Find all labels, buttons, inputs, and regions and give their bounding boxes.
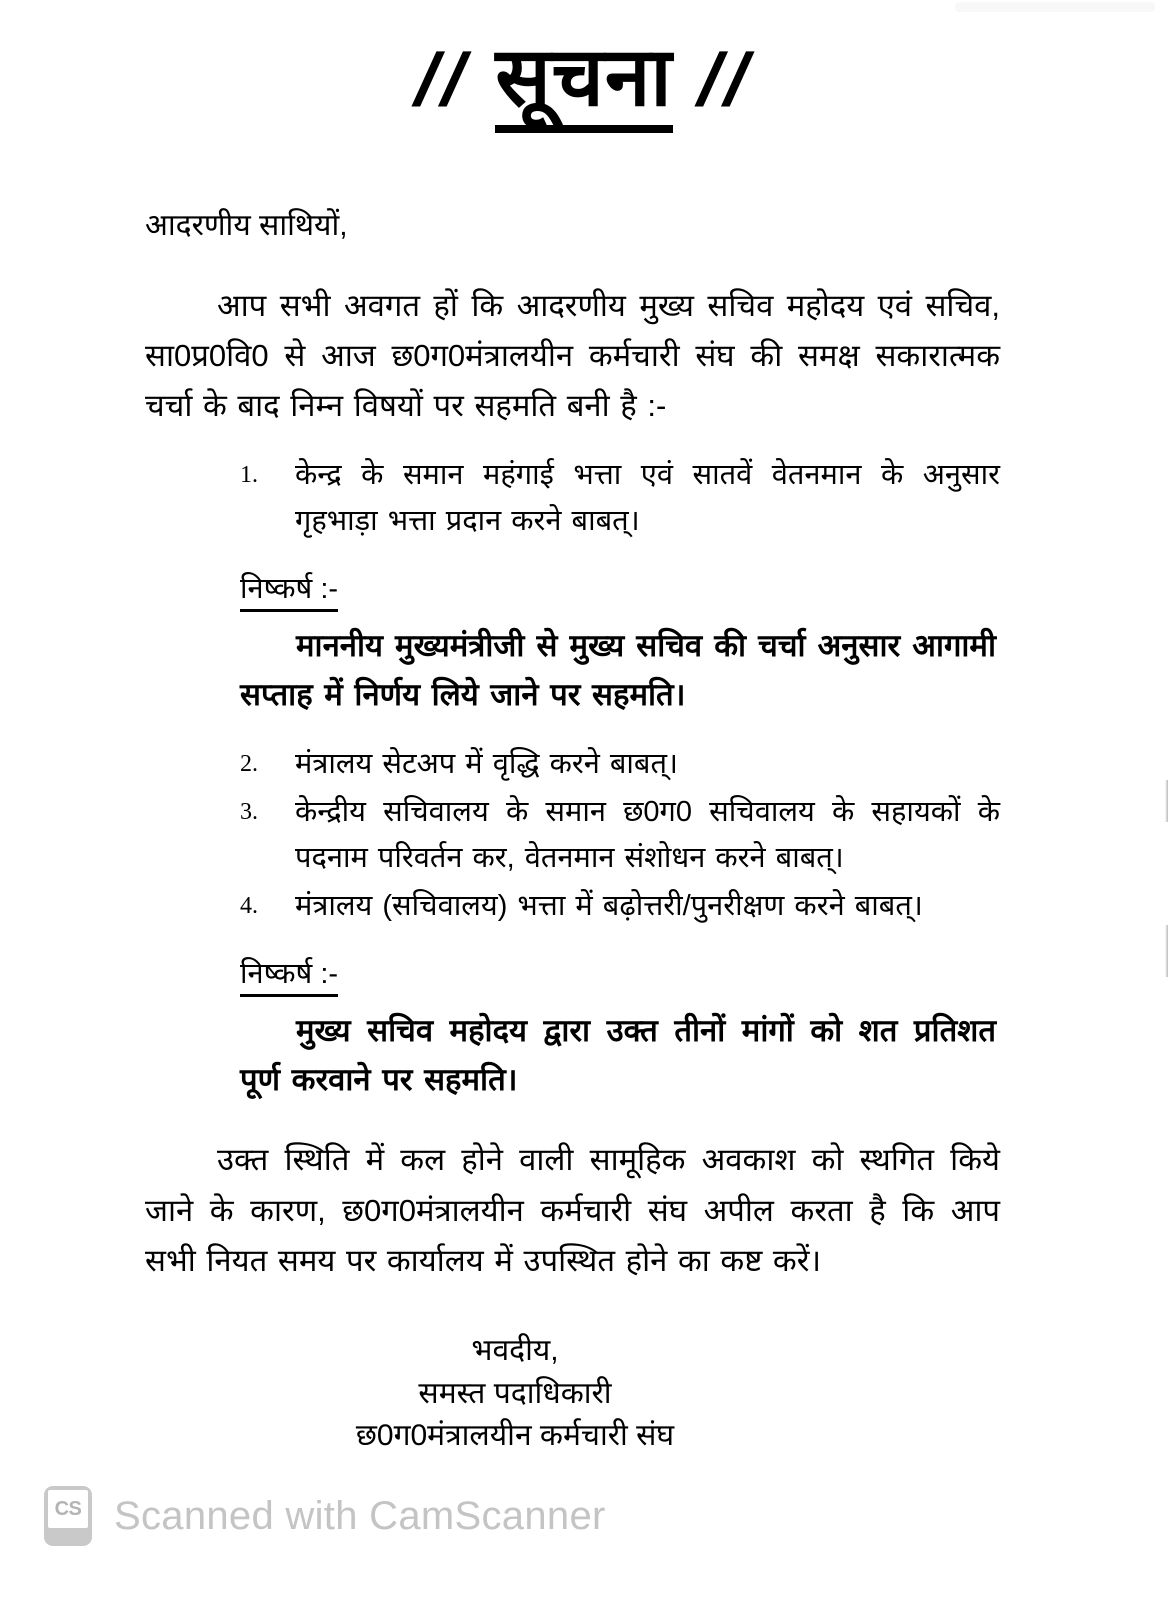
conclusion-text: मुख्य सचिव महोदय द्वारा उक्त तीनों मांगों को शत प्रतिशत पूर्ण करवाने पर सहमति। bbox=[240, 1013, 996, 1098]
salutation: आदरणीय साथियों, bbox=[145, 209, 348, 242]
title-slash-left: // bbox=[413, 38, 473, 121]
list-item bbox=[240, 453, 1000, 545]
camscanner-logo-inner bbox=[48, 1490, 88, 1528]
conclusion-block-one bbox=[145, 571, 1000, 721]
document-body bbox=[145, 206, 1000, 1286]
list-item-text: केन्द्रीय सचिवालय के समान छ0ग0 सचिवालय के सहायकों के पदनाम परिवर्तन कर, वेतनमान संशोधन करने बाबत्। bbox=[295, 796, 1000, 875]
camscanner-watermark bbox=[44, 1486, 606, 1546]
list-item-number: 2. bbox=[240, 751, 258, 778]
title-slash-right: // bbox=[695, 38, 755, 121]
list-item bbox=[240, 742, 1000, 788]
list-item-number: 1. bbox=[240, 462, 258, 489]
conclusion-text: माननीय मुख्यमंत्रीजी से मुख्य सचिव की चर्चा अनुसार आगामी सप्ताह में निर्णय लिये जाने पर सहमति। bbox=[240, 628, 996, 713]
intro-paragraph: आप सभी अवगत हों कि आदरणीय मुख्य सचिव महोदय एवं सचिव, सा0प्र0वि0 से आज छ0ग0मंत्रालयीन कर्मचारी संघ की समक्ष सकारात्मक चर्चा के बाद निम्न विषयों पर सहमति बनी है :- bbox=[145, 287, 1000, 423]
signature-designation: समस्त पदाधिकारी bbox=[418, 1376, 612, 1410]
conclusion-heading: निष्कर्ष :- bbox=[240, 956, 338, 998]
list-item-text: मंत्रालय (सचिवालय) भत्ता में बढ़ोत्तरी/पुनरीक्षण करने बाबत्। bbox=[295, 889, 923, 922]
scan-artifact-top bbox=[955, 2, 1155, 12]
list-item bbox=[240, 884, 1000, 930]
camscanner-watermark-text: Scanned with CamScanner bbox=[114, 1493, 606, 1538]
list-item-number: 4. bbox=[240, 892, 258, 919]
camscanner-logo-icon bbox=[44, 1486, 92, 1546]
list-item-text: केन्द्र के समान महंगाई भत्ता एवं सातवें वेतनमान के अनुसार गृहभाड़ा भत्ता प्रदान करने बाबत्। bbox=[295, 459, 1000, 537]
signature-salutation: भवदीय, bbox=[471, 1334, 559, 1367]
closing-paragraph: उक्त स्थिति में कल होने वाली सामूहिक अवकाश को स्थगित किये जाने के कारण, छ0ग0मंत्रालयीन कर्मचारी संघ अपील करता है कि आप सभी नियत समय पर कार्यालय में उपस्थित होने का कष्ट करें। bbox=[145, 1142, 1000, 1278]
list-item-number: 3. bbox=[240, 799, 258, 826]
conclusion-block-two bbox=[145, 956, 1000, 1106]
agreement-items-group-one bbox=[145, 453, 1000, 545]
title-word: सूचना bbox=[495, 34, 672, 133]
agreement-items-group-two bbox=[145, 742, 1000, 929]
signature-block bbox=[0, 1330, 1030, 1458]
page-title bbox=[0, 34, 1168, 133]
page-title-line bbox=[413, 32, 755, 133]
list-item bbox=[240, 790, 1000, 882]
camscanner-logo-text: CS bbox=[54, 1497, 82, 1520]
conclusion-heading: निष्कर्ष :- bbox=[240, 571, 338, 613]
signature-organization: छ0ग0मंत्रालयीन कर्मचारी संघ bbox=[355, 1419, 675, 1453]
list-item-text: मंत्रालय सेटअप में वृद्धि करने बाबत्। bbox=[295, 748, 679, 781]
